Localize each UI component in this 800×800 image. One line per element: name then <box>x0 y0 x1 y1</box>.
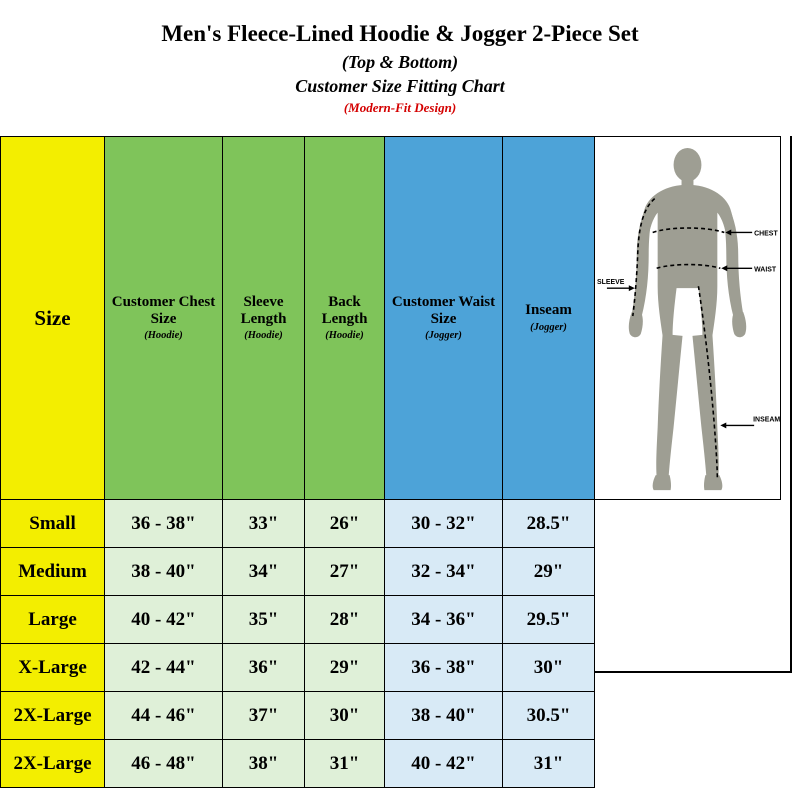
body-figure-cell <box>595 137 781 500</box>
cell-back: 28" <box>305 596 385 644</box>
cell-inseam: 29.5" <box>503 596 595 644</box>
cell-waist: 36 - 38" <box>385 644 503 692</box>
header-back-note: (Hoodie) <box>325 330 364 342</box>
header-chest-note: (Hoodie) <box>144 330 183 342</box>
sleeve-label: SLEEVE <box>596 279 625 287</box>
inseam-label-group <box>720 416 780 428</box>
cell-chest: 42 - 44" <box>105 644 223 692</box>
header-chest <box>105 137 223 500</box>
header-inseam-note: (Jogger) <box>530 322 567 334</box>
cell-waist: 32 - 34" <box>385 548 503 596</box>
cell-back: 26" <box>305 500 385 548</box>
body-figure <box>595 137 780 499</box>
cell-sleeve: 35" <box>223 596 305 644</box>
header-sleeve-label: Sleeve Length <box>240 293 287 327</box>
header-inseam <box>503 137 595 500</box>
cell-inseam: 31" <box>503 740 595 788</box>
cell-chest: 36 - 38" <box>105 500 223 548</box>
header-size-label: Size <box>34 305 71 330</box>
cell-chest: 46 - 48" <box>105 740 223 788</box>
table-row <box>1 548 781 596</box>
title-block <box>0 0 800 136</box>
cell-back: 27" <box>305 548 385 596</box>
cell-size: 2X-Large <box>1 692 105 740</box>
table-row <box>1 740 781 788</box>
sleeve-label-group <box>597 279 635 291</box>
cell-inseam: 30" <box>503 644 595 692</box>
header-chest-label: Customer Chest Size <box>111 293 216 327</box>
cell-inseam: 28.5" <box>503 500 595 548</box>
cell-sleeve: 38" <box>223 740 305 788</box>
header-sleeve-note: (Hoodie) <box>244 330 283 342</box>
title-subtitle-chart: Customer Size Fitting Chart <box>295 75 505 96</box>
header-back <box>305 137 385 500</box>
header-back-label: Back Length <box>321 293 368 327</box>
inseam-label: INSEAM <box>753 416 780 424</box>
cell-size: Large <box>1 596 105 644</box>
cell-waist: 34 - 36" <box>385 596 503 644</box>
cell-size: 2X-Large <box>1 740 105 788</box>
header-waist-note: (Jogger) <box>425 330 462 342</box>
table-row <box>1 692 781 740</box>
table-row <box>1 644 781 692</box>
cell-sleeve: 37" <box>223 692 305 740</box>
cell-sleeve: 36" <box>223 644 305 692</box>
cell-size: Small <box>1 500 105 548</box>
cell-sleeve: 33" <box>223 500 305 548</box>
title-subtitle-fit: (Modern-Fit Design) <box>343 99 457 115</box>
cell-sleeve: 34" <box>223 548 305 596</box>
cell-waist: 38 - 40" <box>385 692 503 740</box>
cell-chest: 38 - 40" <box>105 548 223 596</box>
cell-waist: 30 - 32" <box>385 500 503 548</box>
table-header-row <box>1 137 781 500</box>
cell-size: Medium <box>1 548 105 596</box>
mannequin-illustration <box>595 137 780 499</box>
mannequin-body <box>629 148 746 490</box>
cell-inseam: 30.5" <box>503 692 595 740</box>
cell-inseam: 29" <box>503 548 595 596</box>
table-row <box>1 500 781 548</box>
table-row <box>1 596 781 644</box>
table-body <box>1 500 781 788</box>
title-subtitle-pieces: (Top & Bottom) <box>341 51 459 72</box>
cell-chest: 44 - 46" <box>105 692 223 740</box>
cell-back: 31" <box>305 740 385 788</box>
page-title: Men's Fleece-Lined Hoodie & Jogger 2-Piece Set <box>161 20 639 46</box>
header-waist <box>385 137 503 500</box>
waist-label: WAIST <box>754 266 777 274</box>
cell-chest: 40 - 42" <box>105 596 223 644</box>
header-waist-label: Customer Waist Size <box>391 293 496 327</box>
header-sleeve <box>223 137 305 500</box>
size-fitting-table <box>0 136 781 788</box>
header-inseam-label: Inseam <box>525 302 572 319</box>
chest-label: CHEST <box>754 230 778 238</box>
cell-size: X-Large <box>1 644 105 692</box>
header-size <box>1 137 105 500</box>
cell-back: 29" <box>305 644 385 692</box>
cell-waist: 40 - 42" <box>385 740 503 788</box>
cell-back: 30" <box>305 692 385 740</box>
